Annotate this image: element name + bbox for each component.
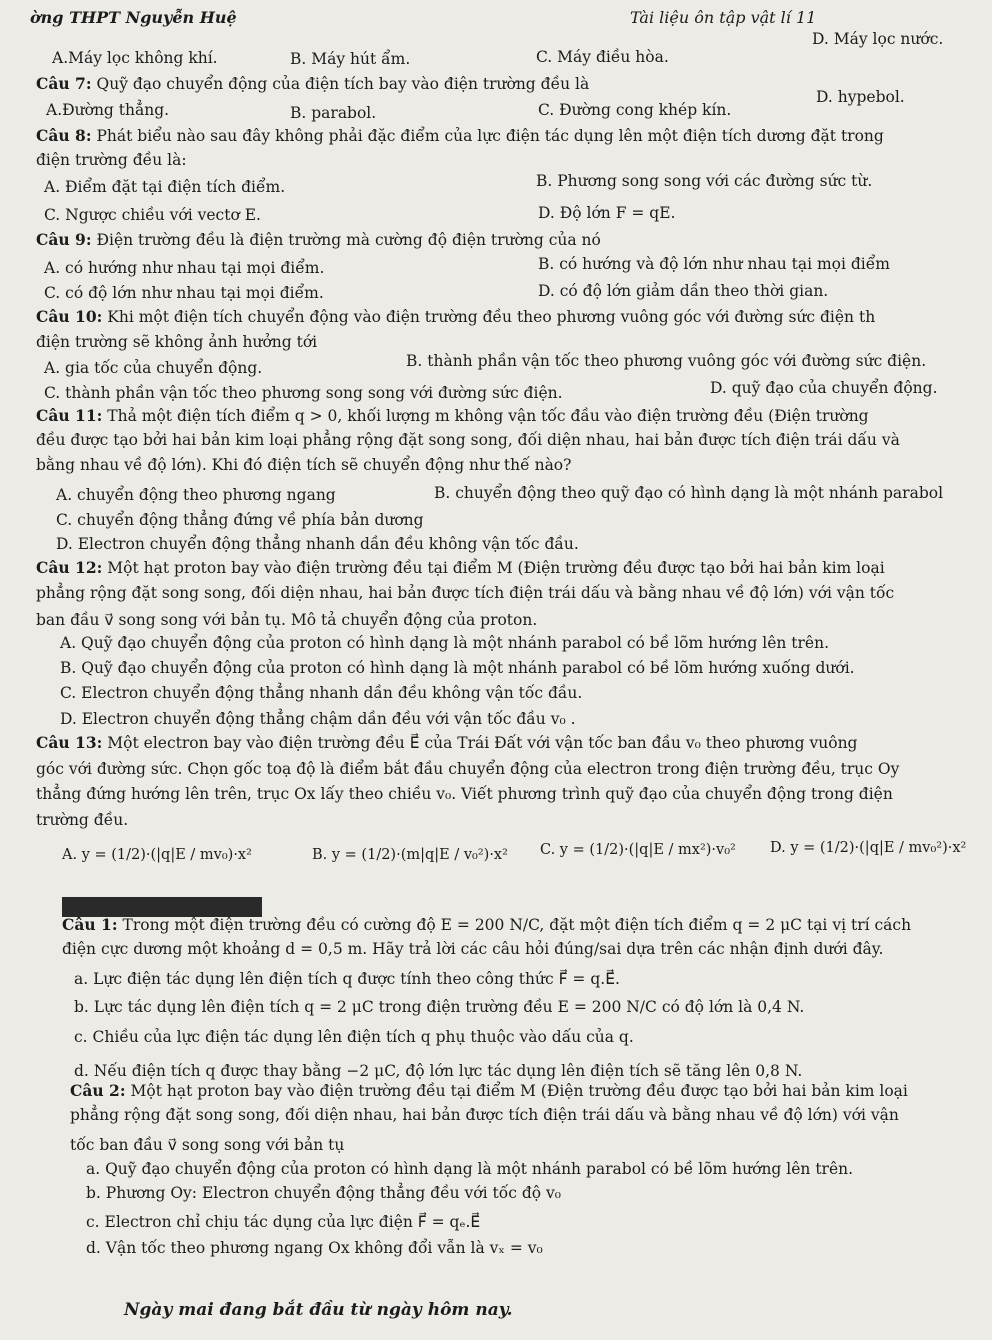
tf-question-2 [70, 1082, 908, 1101]
q12-text-cont-2: ban đầu v⃗ song song với bản tụ. Mô tả chuyển động của proton. [36, 611, 538, 629]
q11-text-cont-2: bằng nhau về độ lớn). Khi đó điện tích sẽ chuyển động như thế nào? [36, 456, 572, 474]
q7-option-c: C. Đường cong khép kín. [538, 101, 732, 119]
tf-q1-text-cont: điện cực dương một khoảng d = 0,5 m. Hãy trả lời các câu hỏi đúng/sai dựa trên các nhận định dưới đây. [62, 940, 884, 958]
question-10 [36, 308, 875, 327]
q12-text-cont-1: phẳng rộng đặt song song, đối diện nhau, hai bản được tích điện trái dấu và bằng nhau về độ lớn) với vận tốc [36, 584, 895, 602]
question-text: Trong một điện trường đều có cường độ E = 200 N/C, đặt một điện tích điểm q = 2 μC tại vị trí cách [122, 916, 912, 934]
q11-option-d: D. Electron chuyển động thẳng nhanh dần đều không vận tốc đầu. [56, 535, 579, 553]
q13-text-cont-2: thẳng đứng hướng lên trên, trục Ox lấy theo chiều v₀. Viết phương trình quỹ đạo của chuyển động trong điện [36, 785, 893, 803]
question-text: Một hạt proton bay vào điện trường đều tại điểm M (Điện trường đều được tạo bởi hai bản kim loại [130, 1082, 908, 1100]
question-text: Một hạt proton bay vào điện trường đều tại điểm M (Điện trường đều được tạo bởi hai bản kim loại [107, 559, 885, 577]
question-8 [36, 127, 884, 146]
option-c: C. Máy điều hòa. [536, 48, 669, 66]
q8-option-d: D. Độ lớn F = qE. [538, 204, 676, 222]
section-divider-bar [62, 897, 262, 917]
question-text: Điện trường đều là điện trường mà cường độ điện trường của nó [96, 231, 601, 249]
q9-option-b: B. có hướng và độ lớn như nhau tại mọi điểm [538, 255, 890, 273]
q10-text-cont: điện trường sẽ không ảnh hưởng tới [36, 333, 318, 351]
q13-option-d: D. y = (1/2)·(|q|E / mv₀²)·x² [770, 840, 967, 856]
question-text: Phát biểu nào sau đây không phải đặc điểm của lực điện tác dụng lên một điện tích dương đặt trong [96, 127, 884, 145]
q8-option-c: C. Ngược chiều với vectơ E. [44, 206, 261, 224]
question-number: Câu 13: [36, 733, 103, 752]
question-number: Câu 1: [62, 915, 118, 934]
q11-option-a: A. chuyển động theo phương ngang [56, 486, 336, 504]
q9-option-d: D. có độ lớn giảm dần theo thời gian. [538, 282, 829, 300]
q13-option-a: A. y = (1/2)·(|q|E / mv₀)·x² [62, 847, 252, 863]
q12-option-a: A. Quỹ đạo chuyển động của proton có hình dạng là một nhánh parabol có bề lõm hướng lên trên. [60, 634, 829, 652]
option-a: A.Máy lọc không khí. [52, 49, 218, 67]
question-12 [36, 559, 885, 578]
question-text: Khi một điện tích chuyển động vào điện trường đều theo phương vuông góc với đường sức điện th [107, 308, 876, 326]
question-text: Quỹ đạo chuyển động của điện tích bay vào điện trường đều là [96, 75, 590, 93]
q11-option-c: C. chuyển động thẳng đứng về phía bản dương [56, 511, 424, 529]
tf-q1-statement-c: c. Chiều của lực điện tác dụng lên điện tích q phụ thuộc vào dấu của q. [74, 1028, 634, 1046]
q12-option-c: C. Electron chuyển động thẳng nhanh dần đều không vận tốc đầu. [60, 684, 583, 702]
question-number: Câu 8: [36, 126, 92, 145]
q7-option-b: B. parabol. [290, 104, 377, 122]
tf-q2-text-cont-1: phẳng rộng đặt song song, đối diện nhau, hai bản được tích điện trái dấu và bằng nhau về độ lớn) với vận [70, 1106, 899, 1124]
q11-option-b: B. chuyển động theo quỹ đạo có hình dạng là một nhánh parabol [434, 484, 944, 502]
tf-q2-statement-d: d. Vận tốc theo phương ngang Ox không đổi vẫn là vₓ = v₀ [86, 1239, 543, 1257]
tf-q2-statement-c: c. Electron chỉ chịu tác dụng của lực điện F⃗ = qₑ.E⃗ [86, 1213, 481, 1231]
q8-option-a: A. Điểm đặt tại điện tích điểm. [44, 178, 286, 196]
q12-option-d: D. Electron chuyển động thẳng chậm dần đều với vận tốc đầu v₀ . [60, 710, 576, 728]
q12-option-b: B. Quỹ đạo chuyển động của proton có hình dạng là một nhánh parabol có bề lõm hướng xuống dưới. [60, 659, 855, 677]
tf-q2-statement-b: b. Phương Oy: Electron chuyển động thẳng đều với tốc độ v₀ [86, 1184, 561, 1202]
tf-q2-text-cont-2: tốc ban đầu v⃗ song song với bản tụ [70, 1136, 345, 1154]
school-name: ờng THPT Nguyễn Huệ [30, 8, 237, 27]
q9-option-c: C. có độ lớn như nhau tại mọi điểm. [44, 284, 324, 302]
q8-text-cont: điện trường đều là: [36, 151, 187, 169]
tf-q1-statement-b: b. Lực tác dụng lên điện tích q = 2 μC trong điện trường đều E = 200 N/C có độ lớn là 0,4 N. [74, 998, 805, 1016]
question-11 [36, 407, 869, 426]
question-7 [36, 75, 589, 94]
q7-option-d: D. hypebol. [816, 88, 905, 106]
q10-option-b: B. thành phần vận tốc theo phương vuông góc với đường sức điện. [406, 352, 927, 370]
q13-option-b: B. y = (1/2)·(m|q|E / v₀²)·x² [312, 847, 508, 863]
question-number: Câu 2: [70, 1081, 126, 1100]
document-subtitle: Tài liệu ôn tập vật lí 11 [630, 8, 817, 27]
question-text: Thả một điện tích điểm q > 0, khối lượng m không vận tốc đầu vào điện trường đều (Điện trường [107, 407, 869, 425]
tf-q1-statement-a: a. Lực điện tác dụng lên điện tích q được tính theo công thức F⃗ = q.E⃗. [74, 970, 620, 988]
q13-text-cont-1: góc với đường sức. Chọn gốc toạ độ là điểm bắt đầu chuyển động của electron trong điện trường đều, trục Oy [36, 760, 900, 778]
q10-option-d: D. quỹ đạo của chuyển động. [710, 379, 938, 397]
q11-text-cont-1: đều được tạo bởi hai bản kim loại phẳng rộng đặt song song, đối diện nhau, hai bản được tích điện trái dấu và [36, 431, 900, 449]
q10-option-c: C. thành phần vận tốc theo phương song song với đường sức điện. [44, 384, 563, 402]
tf-question-1 [62, 916, 911, 935]
footer-motto: Ngày mai đang bắt đầu từ ngày hôm nay. [124, 1300, 513, 1320]
tf-q2-statement-a: a. Quỹ đạo chuyển động của proton có hình dạng là một nhánh parabol có bề lõm hướng lên trên. [86, 1160, 854, 1178]
q10-option-a: A. gia tốc của chuyển động. [44, 359, 263, 377]
q8-option-b: B. Phương song song với các đường sức từ. [536, 172, 873, 190]
tf-q1-statement-d: d. Nếu điện tích q được thay bằng −2 μC, độ lớn lực tác dụng lên điện tích sẽ tăng lên 0,8 N. [74, 1062, 803, 1080]
question-number: Câu 9: [36, 230, 92, 249]
question-9 [36, 231, 601, 250]
question-number: Câu 12: [36, 558, 103, 577]
q13-option-c: C. y = (1/2)·(|q|E / mx²)·v₀² [540, 842, 736, 858]
question-number: Câu 7: [36, 74, 92, 93]
q7-option-a: A.Đường thẳng. [46, 101, 170, 119]
q13-text-cont-3: trường đều. [36, 811, 129, 829]
question-number: Câu 11: [36, 406, 103, 425]
question-number: Câu 10: [36, 307, 103, 326]
q9-option-a: A. có hướng như nhau tại mọi điểm. [44, 259, 325, 277]
option-d: D. Máy lọc nước. [812, 30, 944, 48]
option-b: B. Máy hút ẩm. [290, 50, 411, 68]
question-text: Một electron bay vào điện trường đều E⃗ của Trái Đất với vận tốc ban đầu v₀ theo phương vuông [107, 734, 858, 752]
question-13 [36, 734, 857, 753]
